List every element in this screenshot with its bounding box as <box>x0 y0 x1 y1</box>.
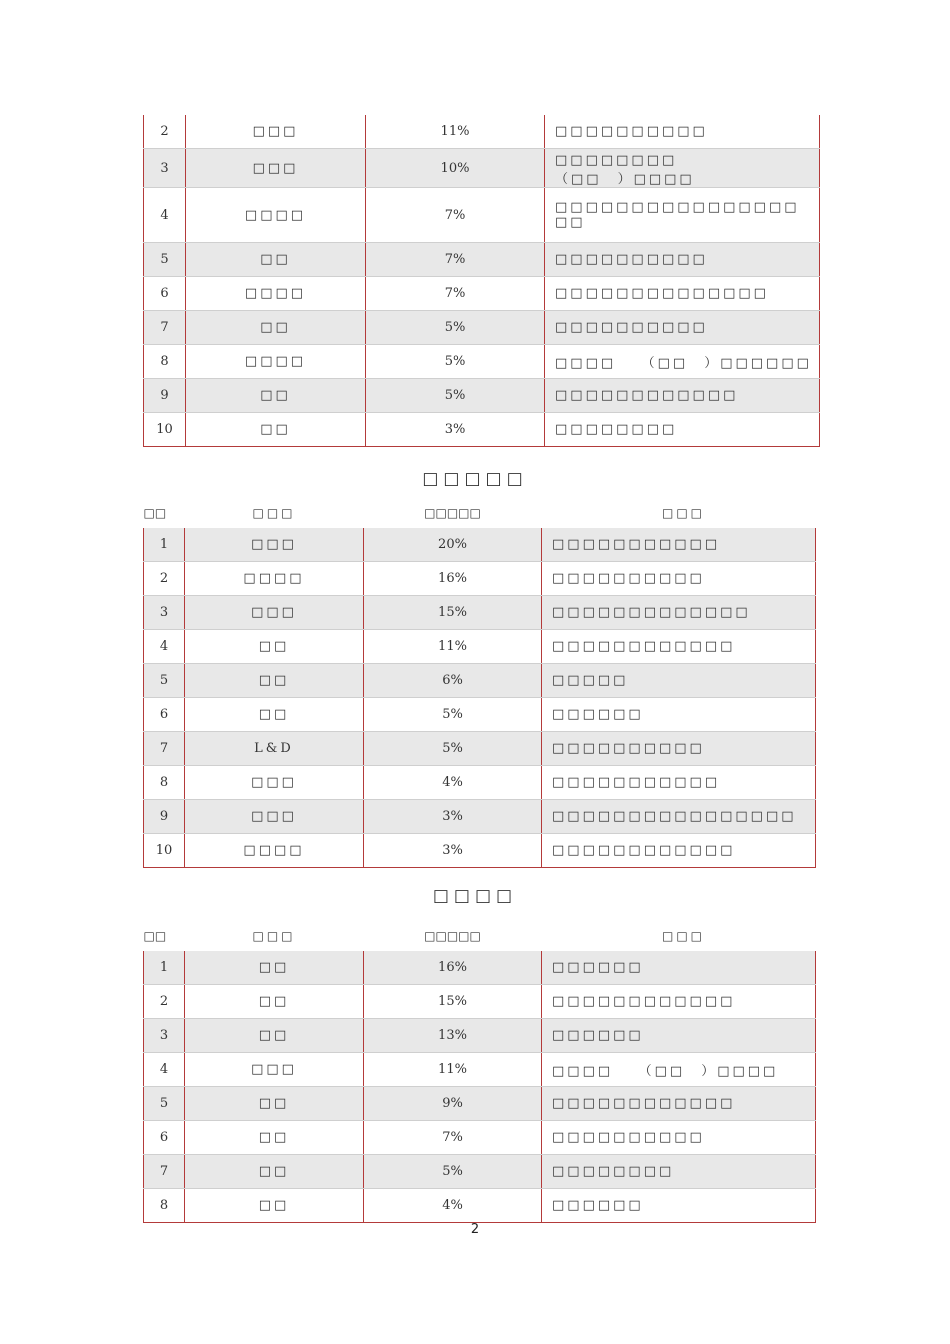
cell-rank: 5 <box>144 664 185 698</box>
cell-rank: 3 <box>144 1019 185 1053</box>
cell-rank: 2 <box>144 115 186 149</box>
table-row <box>144 951 816 985</box>
cell-maker: □□□□ （□□ ）□□□□□□ <box>545 345 820 379</box>
cell-maker: □□□□□□□□□□ <box>542 562 816 596</box>
cell-maker: □□□□□□□□ <box>542 1155 816 1189</box>
cell-share: 3% <box>364 800 542 834</box>
cell-rank: 4 <box>144 1053 185 1087</box>
table-row <box>144 149 820 188</box>
cell-brand: □□ <box>185 1155 364 1189</box>
cell-share: 13% <box>364 1019 542 1053</box>
table-row <box>144 985 816 1019</box>
cell-share: 4% <box>364 766 542 800</box>
cell-share: 5% <box>366 345 545 379</box>
cell-brand: □□ <box>185 1121 364 1155</box>
table-row <box>144 766 816 800</box>
cell-share: 5% <box>364 698 542 732</box>
cell-share: 4% <box>364 1189 542 1223</box>
cell-rank: 4 <box>144 188 186 243</box>
cell-maker: □□□□ （□□ ）□□□□ <box>542 1053 816 1087</box>
cell-brand: □□□□ <box>186 277 366 311</box>
cell-brand: □□ <box>185 698 364 732</box>
header-share: □□□□□ <box>364 498 542 528</box>
table-row <box>144 277 820 311</box>
cell-maker: □□□□□□□□□□ <box>545 311 820 345</box>
cell-brand: □□ <box>185 1019 364 1053</box>
cell-share: 5% <box>364 1155 542 1189</box>
cell-rank: 9 <box>144 800 185 834</box>
cell-rank: 9 <box>144 379 186 413</box>
table-row <box>144 732 816 766</box>
cell-share: 16% <box>364 562 542 596</box>
cell-rank: 2 <box>144 985 185 1019</box>
cell-rank: 7 <box>144 1155 185 1189</box>
table-row <box>144 698 816 732</box>
cell-brand: L&D <box>185 732 364 766</box>
cell-rank: 5 <box>144 1087 185 1121</box>
cell-brand: □□□□ <box>186 188 366 243</box>
cell-maker: □□□□□□□□□□□□□□□□ □□ <box>545 188 820 243</box>
cell-share: 7% <box>366 243 545 277</box>
cell-rank: 6 <box>144 277 186 311</box>
cell-brand: □□□ <box>185 766 364 800</box>
table-body <box>144 498 816 868</box>
cell-rank: 8 <box>144 1189 185 1223</box>
section-title-3: □□□□ <box>432 886 518 906</box>
cell-maker: □□□□□□□□□□□ <box>542 528 816 562</box>
cell-share: 11% <box>364 630 542 664</box>
cell-brand: □□□□ <box>185 562 364 596</box>
market-share-table-2 <box>143 498 816 868</box>
table-body <box>144 921 816 1223</box>
cell-rank: 10 <box>144 413 186 447</box>
cell-rank: 4 <box>144 630 185 664</box>
cell-rank: 6 <box>144 1121 185 1155</box>
table-row <box>144 1155 816 1189</box>
table-row <box>144 311 820 345</box>
table-row <box>144 630 816 664</box>
header-share: □□□□□ <box>364 921 542 951</box>
table-row <box>144 562 816 596</box>
cell-brand: □□□ <box>185 1053 364 1087</box>
cell-share: 11% <box>366 115 545 149</box>
cell-rank: 8 <box>144 766 185 800</box>
cell-share: 15% <box>364 985 542 1019</box>
cell-share: 7% <box>364 1121 542 1155</box>
header-maker: □□□ <box>542 498 816 528</box>
cell-maker: □□□□□□□□□□□□ <box>542 1087 816 1121</box>
cell-share: 11% <box>364 1053 542 1087</box>
table-row <box>144 115 820 149</box>
cell-maker: □□□□□□□□□□□ <box>542 766 816 800</box>
header-brand: □□□ <box>185 498 364 528</box>
header-maker: □□□ <box>542 921 816 951</box>
cell-rank: 8 <box>144 345 186 379</box>
cell-share: 7% <box>366 188 545 243</box>
cell-share: 5% <box>366 379 545 413</box>
cell-brand: □□□ <box>185 596 364 630</box>
table-row <box>144 243 820 277</box>
cell-brand: □□ <box>186 311 366 345</box>
cell-brand: □□ <box>186 243 366 277</box>
table-body <box>144 115 820 447</box>
cell-brand: □□ <box>186 413 366 447</box>
table-row <box>144 834 816 868</box>
cell-rank: 2 <box>144 562 185 596</box>
cell-maker: □□□□□□□□□□□□ <box>545 379 820 413</box>
cell-brand: □□□ <box>185 528 364 562</box>
cell-rank: 1 <box>144 951 185 985</box>
cell-maker: □□□□□ <box>542 664 816 698</box>
table-row <box>144 664 816 698</box>
cell-brand: □□□ <box>185 800 364 834</box>
cell-share: 20% <box>364 528 542 562</box>
cell-maker: □□□□□□□□□□□□□ <box>542 596 816 630</box>
table-row <box>144 596 816 630</box>
cell-brand: □□ <box>185 951 364 985</box>
cell-maker: □□□□□□ <box>542 1019 816 1053</box>
table-row <box>144 1053 816 1087</box>
cell-share: 5% <box>364 732 542 766</box>
cell-share: 7% <box>366 277 545 311</box>
cell-share: 15% <box>364 596 542 630</box>
table-row <box>144 1019 816 1053</box>
cell-brand: □□ <box>185 664 364 698</box>
cell-maker: □□□□□□ <box>542 1189 816 1223</box>
cell-brand: □□□ <box>186 115 366 149</box>
cell-maker: □□□□□□ <box>542 698 816 732</box>
cell-brand: □□ <box>185 630 364 664</box>
cell-rank: 1 <box>144 528 185 562</box>
cell-share: 10% <box>366 149 545 188</box>
market-share-table-1 <box>143 115 820 447</box>
cell-brand: □□ <box>185 985 364 1019</box>
table-row <box>144 413 820 447</box>
cell-share: 6% <box>364 664 542 698</box>
cell-maker: □□□□□□□□□□□□ <box>542 630 816 664</box>
cell-rank: 10 <box>144 834 185 868</box>
table-row <box>144 345 820 379</box>
table-row <box>144 379 820 413</box>
table-row <box>144 188 820 243</box>
cell-rank: 3 <box>144 149 186 188</box>
cell-share: 16% <box>364 951 542 985</box>
cell-maker: □□□□□□□□ <box>545 413 820 447</box>
table-row <box>144 1189 816 1223</box>
cell-maker: □□□□□□□□□□ <box>545 115 820 149</box>
table-row <box>144 1087 816 1121</box>
table-row <box>144 800 816 834</box>
cell-brand: □□ <box>186 379 366 413</box>
cell-maker: □□□□□□□□□□□□ <box>542 834 816 868</box>
table-header-row <box>144 498 816 528</box>
cell-share: 3% <box>366 413 545 447</box>
table-row <box>144 528 816 562</box>
page-number: 2 <box>470 1222 480 1237</box>
cell-rank: 7 <box>144 311 186 345</box>
cell-rank: 7 <box>144 732 185 766</box>
cell-maker: □□□□□□ <box>542 951 816 985</box>
cell-brand: □□□□ <box>186 345 366 379</box>
cell-brand: □□ <box>185 1087 364 1121</box>
cell-maker: □□□□□□□□□□ <box>545 243 820 277</box>
cell-maker: □□□□□□□□□□□□□□□□ <box>542 800 816 834</box>
cell-rank: 6 <box>144 698 185 732</box>
cell-brand: □□□□ <box>185 834 364 868</box>
cell-rank: 5 <box>144 243 186 277</box>
cell-maker: □□□□□□□□□□□□□□ <box>545 277 820 311</box>
header-brand: □□□ <box>185 921 364 951</box>
table-row <box>144 1121 816 1155</box>
cell-maker: □□□□□□□□□□□□ <box>542 985 816 1019</box>
market-share-table-3 <box>143 921 816 1223</box>
cell-rank: 3 <box>144 596 185 630</box>
table-header-row <box>144 921 816 951</box>
cell-share: 9% <box>364 1087 542 1121</box>
cell-brand: □□□ <box>186 149 366 188</box>
cell-brand: □□ <box>185 1189 364 1223</box>
cell-maker: □□□□□□□□ （□□ ）□□□□ <box>545 149 820 188</box>
cell-share: 3% <box>364 834 542 868</box>
cell-maker: □□□□□□□□□□ <box>542 1121 816 1155</box>
header-rank: □□ <box>144 921 185 951</box>
section-title-2: □□□□□ <box>422 469 528 489</box>
header-rank: □□ <box>144 498 185 528</box>
cell-share: 5% <box>366 311 545 345</box>
cell-maker: □□□□□□□□□□ <box>542 732 816 766</box>
